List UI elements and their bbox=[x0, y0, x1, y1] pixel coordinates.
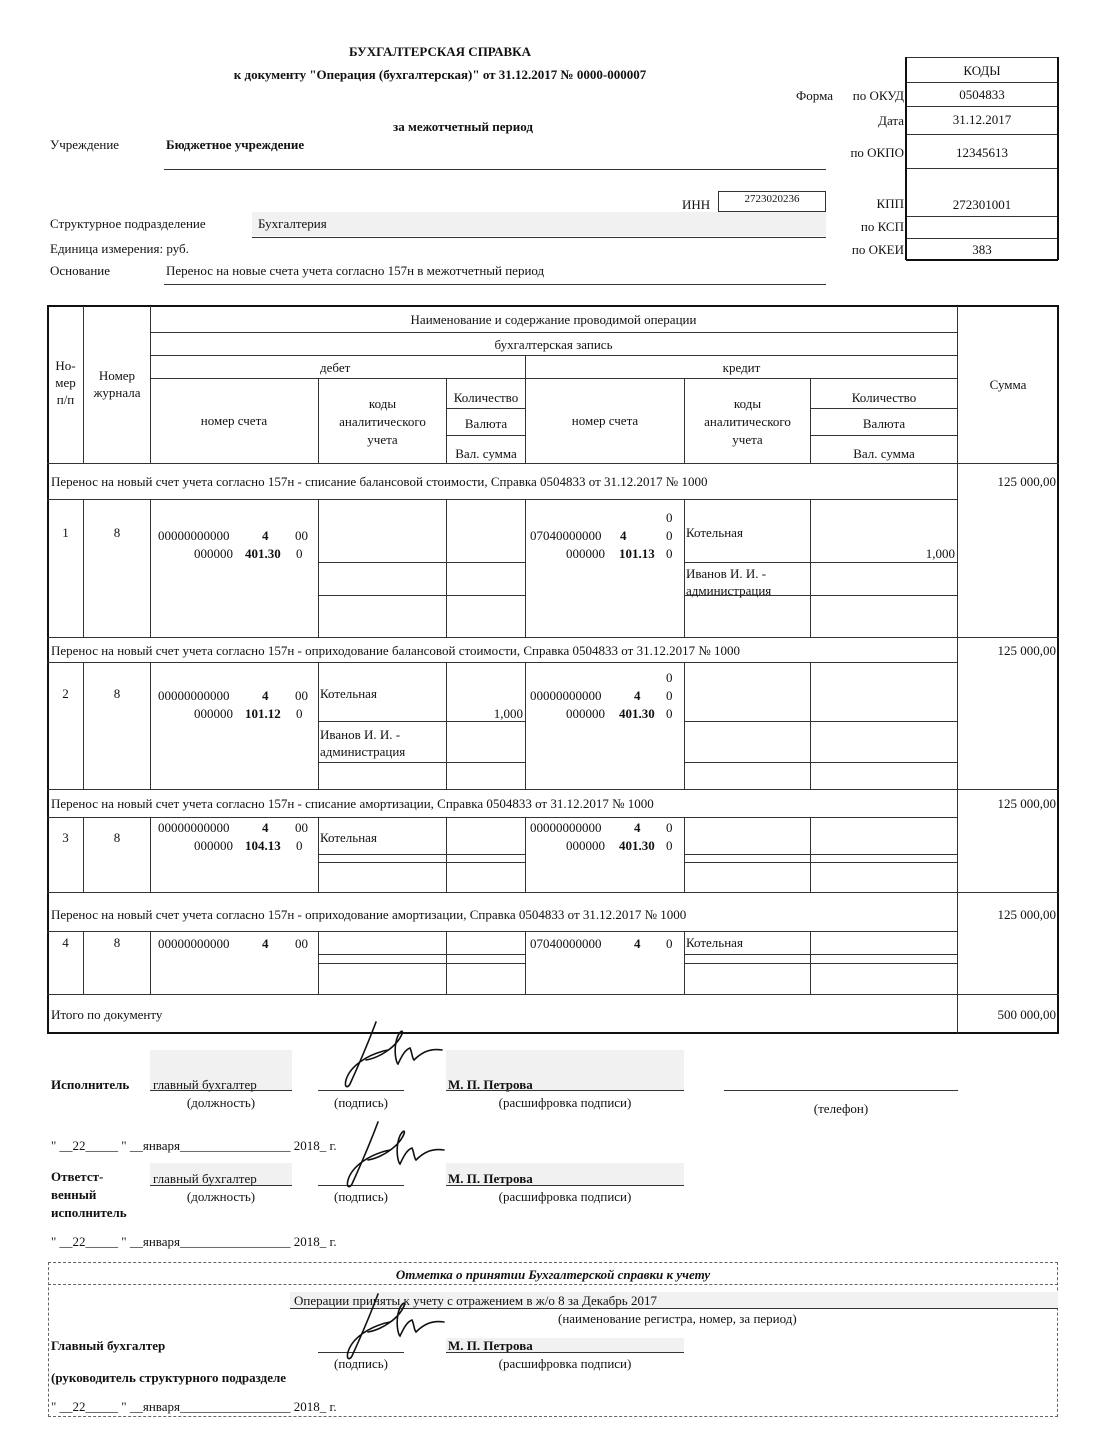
institution-value: Бюджетное учреждение bbox=[166, 137, 305, 152]
chief-name: М. П. Петрова bbox=[448, 1338, 533, 1353]
row-num: 3 bbox=[62, 830, 69, 845]
debit-account-part: 0 bbox=[296, 706, 303, 721]
executor-label: Исполнитель bbox=[51, 1077, 130, 1092]
credit-account-part: 101.13 bbox=[619, 546, 655, 561]
debit-account-part: 4 bbox=[262, 936, 269, 951]
responsible-position: главный бухгалтер bbox=[153, 1171, 257, 1186]
debit-account-part: 00 bbox=[295, 688, 308, 703]
debit-account-part: 401.30 bbox=[245, 546, 281, 561]
credit-account-part: 0 bbox=[666, 838, 673, 853]
debit-header: дебет bbox=[320, 360, 351, 375]
credit-account-part: 0 bbox=[666, 706, 673, 721]
responsible-name: М. П. Петрова bbox=[448, 1171, 533, 1186]
okud-label: по ОКУД bbox=[852, 88, 904, 103]
credit-cursum-header: Вал. сумма bbox=[853, 446, 915, 461]
credit-analytic: Котельная bbox=[686, 935, 743, 950]
kpp-value: 272301001 bbox=[952, 197, 1012, 212]
codes-header: КОДЫ bbox=[963, 63, 1001, 78]
debit-account-part: 000000 bbox=[194, 706, 233, 721]
debit-account-part: 00000000000 bbox=[158, 528, 230, 543]
operation-title: Перенос на новый счет учета согласно 157н - оприходование амортизации, Справка 0504833 от 31.12.2017 № 1000 bbox=[51, 907, 687, 922]
row-journal: 8 bbox=[113, 830, 121, 845]
debit-analytic: Котельная bbox=[320, 686, 377, 701]
credit-account-part: 4 bbox=[634, 688, 641, 703]
responsible-label: Ответст- венный исполнитель bbox=[51, 1169, 127, 1220]
okei-value: 383 bbox=[972, 242, 992, 257]
entry-header: бухгалтерская запись bbox=[494, 337, 613, 352]
debit-account-part: 4 bbox=[262, 820, 269, 835]
credit-analytic-header: коды аналитического учета bbox=[704, 396, 791, 447]
institution-label: Учреждение bbox=[50, 137, 120, 152]
total-sum: 500 000,00 bbox=[997, 1007, 1056, 1022]
debit-account-part: 00000000000 bbox=[158, 688, 230, 703]
credit-analytic: Котельная bbox=[686, 525, 743, 540]
credit-account-part: 0 bbox=[666, 546, 673, 561]
credit-account-part: 000000 bbox=[566, 838, 605, 853]
credit-account-part: 07040000000 bbox=[530, 936, 602, 951]
row-num: 2 bbox=[62, 686, 69, 701]
debit-account-part: 0 bbox=[296, 838, 303, 853]
row-num: 1 bbox=[62, 525, 69, 540]
acceptance-text: Операции приняты к учету с отражением в ж/о 8 за Декабрь 2017 bbox=[294, 1293, 657, 1308]
debit-account-header: номер счета bbox=[200, 413, 268, 428]
col-num-header: Но- мер п/п bbox=[55, 358, 76, 407]
credit-qty: 1,000 bbox=[925, 546, 955, 561]
head-label: (руководитель структурного подразделе bbox=[51, 1370, 287, 1385]
debit-account-part: 00 bbox=[295, 820, 308, 835]
okpo-value: 12345613 bbox=[956, 145, 1008, 160]
credit-account-part: 0 bbox=[666, 510, 673, 525]
executor-date: " __22_____ " __января_________________ 2018_ г. bbox=[51, 1138, 337, 1153]
credit-header: кредит bbox=[722, 360, 761, 375]
phone-caption: (телефон) bbox=[813, 1101, 869, 1116]
sum-header: Сумма bbox=[989, 377, 1027, 392]
signature-image bbox=[340, 1290, 450, 1362]
debit-account-part: 00 bbox=[295, 936, 308, 951]
acceptance-title: Отметка о принятии Бухгалтерской справки к учету bbox=[395, 1267, 711, 1282]
executor-name: М. П. Петрова bbox=[448, 1077, 533, 1092]
debit-account-part: 4 bbox=[262, 528, 269, 543]
row-journal: 8 bbox=[113, 686, 121, 701]
basis-value: Перенос на новые счета учета согласно 157н в межотчетный период bbox=[166, 263, 545, 278]
debit-qty: 1,000 bbox=[493, 706, 523, 721]
period-label: за межотчетный период bbox=[393, 119, 533, 134]
credit-account-part: 4 bbox=[634, 820, 641, 835]
credit-analytic: Иванов И. И. - администрация bbox=[686, 566, 772, 598]
ksp-label: по КСП bbox=[860, 219, 904, 234]
decode-caption: (расшифровка подписи) bbox=[498, 1189, 632, 1204]
doc-subtitle: к документу "Операция (бухгалтерская)" от 31.12.2017 № 0000-000007 bbox=[233, 67, 647, 82]
credit-account-part: 07040000000 bbox=[530, 528, 602, 543]
decode-caption: (расшифровка подписи) bbox=[498, 1095, 632, 1110]
credit-account-part: 000000 bbox=[566, 706, 605, 721]
credit-account-part: 0 bbox=[666, 820, 673, 835]
debit-account-part: 4 bbox=[262, 688, 269, 703]
credit-account-part: 0 bbox=[666, 670, 673, 685]
responsible-date: " __22_____ " __января_________________ 2018_ г. bbox=[51, 1234, 337, 1249]
col-journal-header: Номер журнала bbox=[93, 368, 141, 400]
row-journal: 8 bbox=[113, 935, 121, 950]
operation-sum: 125 000,00 bbox=[997, 796, 1056, 811]
credit-currency-header: Валюта bbox=[862, 416, 906, 431]
debit-account-part: 000000 bbox=[194, 546, 233, 561]
credit-account-part: 00000000000 bbox=[530, 820, 602, 835]
register-caption: (наименование регистра, номер, за период) bbox=[558, 1311, 797, 1326]
credit-account-part: 000000 bbox=[566, 546, 605, 561]
sign-caption: (подпись) bbox=[334, 1356, 388, 1371]
operation-sum: 125 000,00 bbox=[997, 643, 1056, 658]
date-label: Дата bbox=[878, 113, 904, 128]
okud-value: 0504833 bbox=[959, 87, 1005, 102]
signature-image bbox=[338, 1018, 448, 1090]
chief-date: " __22_____ " __января_________________ 2018_ г. bbox=[51, 1399, 337, 1414]
total-label: Итого по документу bbox=[51, 1007, 163, 1022]
debit-account-part: 000000 bbox=[194, 838, 233, 853]
credit-account-part: 4 bbox=[634, 936, 641, 951]
unit-label: Единица измерения: руб. bbox=[50, 241, 189, 256]
debit-account-part: 00 bbox=[295, 528, 308, 543]
credit-account-part: 0 bbox=[666, 688, 673, 703]
debit-account-part: 104.13 bbox=[245, 838, 281, 853]
signature-image bbox=[340, 1118, 450, 1190]
debit-qty-header: Количество bbox=[453, 390, 519, 405]
debit-account-part: 00000000000 bbox=[158, 936, 230, 951]
debit-cursum-header: Вал. сумма bbox=[455, 446, 517, 461]
inn-label: ИНН bbox=[682, 197, 711, 212]
debit-account-part: 00000000000 bbox=[158, 820, 230, 835]
credit-account-part: 4 bbox=[620, 528, 627, 543]
credit-account-part: 0 bbox=[666, 528, 673, 543]
row-journal: 8 bbox=[113, 525, 121, 540]
executor-position: главный бухгалтер bbox=[153, 1077, 257, 1092]
sign-caption: (подпись) bbox=[334, 1095, 388, 1110]
operation-title: Перенос на новый счет учета согласно 157н - оприходование балансовой стоимости, Справка 0504833 от 31.12.2017 № 1000 bbox=[51, 643, 740, 658]
position-caption: (должность) bbox=[186, 1095, 256, 1110]
debit-analytic-header: коды аналитического учета bbox=[339, 396, 426, 447]
debit-analytic: Котельная bbox=[320, 830, 377, 845]
inn-value: 2723020236 bbox=[718, 191, 826, 212]
operation-header: Наименование и содержание проводимой операции bbox=[410, 312, 697, 327]
operation-sum: 125 000,00 bbox=[997, 474, 1056, 489]
kpp-label: КПП bbox=[876, 196, 904, 211]
operation-title: Перенос на новый счет учета согласно 157н - списание амортизации, Справка 0504833 от 31.12.2017 № 1000 bbox=[51, 796, 654, 811]
division-value: Бухгалтерия bbox=[258, 216, 327, 231]
date-value: 31.12.2017 bbox=[952, 112, 1012, 127]
credit-account-part: 00000000000 bbox=[530, 688, 602, 703]
chief-label: Главный бухгалтер bbox=[51, 1338, 166, 1353]
credit-qty-header: Количество bbox=[851, 390, 917, 405]
credit-account-part: 401.30 bbox=[619, 706, 655, 721]
doc-title: БУХГАЛТЕРСКАЯ СПРАВКА bbox=[349, 44, 531, 59]
division-label: Структурное подразделение bbox=[50, 216, 206, 231]
debit-account-part: 0 bbox=[296, 546, 303, 561]
debit-account-part: 101.12 bbox=[245, 706, 281, 721]
operation-title: Перенос на новый счет учета согласно 157н - списание балансовой стоимости, Справка 0504833 от 31.12.2017 № 1000 bbox=[51, 474, 708, 489]
row-num: 4 bbox=[62, 935, 69, 950]
decode-caption: (расшифровка подписи) bbox=[498, 1356, 632, 1371]
position-caption: (должность) bbox=[186, 1189, 256, 1204]
basis-label: Основание bbox=[50, 263, 111, 278]
credit-account-header: номер счета bbox=[571, 413, 639, 428]
operation-sum: 125 000,00 bbox=[997, 907, 1056, 922]
debit-analytic: Иванов И. И. - администрация bbox=[320, 727, 406, 759]
okei-label: по ОКЕИ bbox=[851, 242, 904, 257]
okpo-label: по ОКПО bbox=[850, 145, 904, 160]
credit-account-part: 0 bbox=[666, 936, 673, 951]
sign-caption: (подпись) bbox=[334, 1189, 388, 1204]
debit-currency-header: Валюта bbox=[464, 416, 508, 431]
credit-account-part: 401.30 bbox=[619, 838, 655, 853]
forma-label: Форма bbox=[796, 88, 833, 103]
